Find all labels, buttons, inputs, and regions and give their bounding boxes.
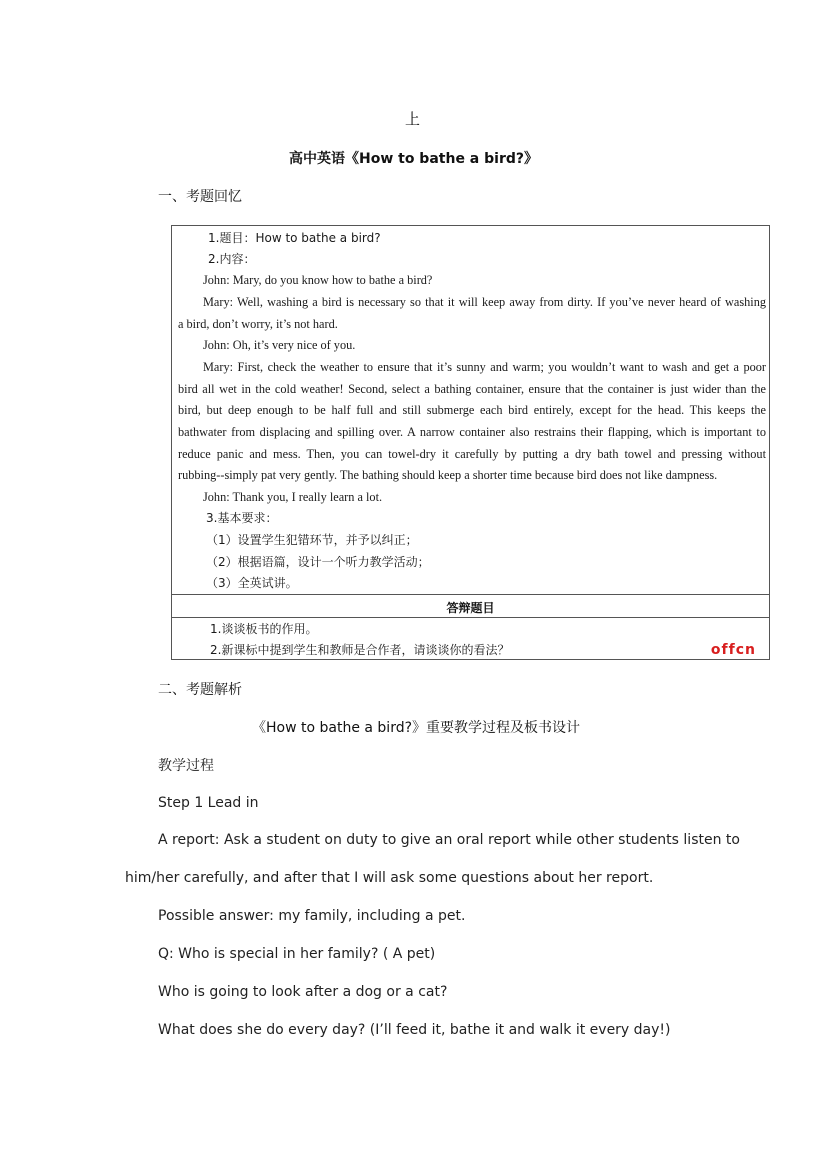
body-paragraph-line: What does she do every day? (I’ll feed it, bathe it and walk it every day!) <box>158 1022 671 1038</box>
dialogue-line: a bird, don’t worry, it’s not hard. <box>178 317 338 331</box>
dialogue-line: reduce panic and mess. Then, you can towel-dry it carefully by putting a dry bath towel and pressing without <box>178 447 766 461</box>
body-paragraph-line: A report: Ask a student on duty to give an oral report while other students listen to <box>158 832 740 848</box>
dialogue-line: John: Oh, it’s very nice of you. <box>203 338 356 352</box>
body-paragraph-line: him/her carefully, and after that I will ask some questions about her report. <box>125 870 654 886</box>
dialogue-line: bathwater from displacing and spilling over. A narrow container also restrains their flapping, which is important to <box>178 425 766 439</box>
requirement-item: （3）全英试讲。 <box>206 576 298 590</box>
topic-line: 1.题目：How to bathe a bird? <box>208 231 381 245</box>
page-header-mark: 上 <box>405 110 421 128</box>
step-title: Step 1 Lead in <box>158 795 259 811</box>
content-label: 2.内容： <box>208 252 256 266</box>
requirements-label: 3.基本要求： <box>206 511 278 525</box>
requirement-item: （1）设置学生犯错环节，并予以纠正； <box>206 533 418 547</box>
process-title: 教学过程 <box>158 758 214 774</box>
section-title-analysis: 二、考题解析 <box>158 682 242 698</box>
question-card <box>171 225 770 660</box>
table-divider <box>172 594 769 595</box>
document-title: 高中英语《How to bathe a bird?》 <box>288 151 538 167</box>
dialogue-line: bird all wet in the cold weather! Second, select a bathing container, ensure that the container is just wider than the <box>178 382 766 396</box>
answer-questions-header: 答辩题目 <box>446 601 495 615</box>
section-title-exam-recall: 一、考题回忆 <box>158 189 242 205</box>
body-paragraph-line: Who is going to look after a dog or a cat? <box>158 984 448 1000</box>
dialogue-line: Mary: Well, washing a bird is necessary so that it will keep away from dirty. If you’ve never heard of washing <box>203 295 766 309</box>
body-paragraph-line: Q: Who is special in her family? ( A pet) <box>158 946 436 962</box>
dialogue-line: John: Mary, do you know how to bathe a bird? <box>203 273 433 287</box>
dialogue-line: rubbing--simply pat very gently. The bathing should keep a shorter time because bird does not like dampness. <box>178 468 718 482</box>
requirement-item: （2）根据语篇，设计一个听力教学活动； <box>206 555 430 569</box>
table-divider <box>172 617 769 618</box>
dialogue-line: bird, but deep enough to be half full and still submerge each bird entirely, except for the head. This keeps the <box>178 403 766 417</box>
analysis-subtitle: 《How to bathe a bird?》重要教学过程及板书设计 <box>252 720 581 736</box>
body-paragraph-line: Possible answer: my family, including a pet. <box>158 908 466 924</box>
dialogue-line: John: Thank you, I really learn a lot. <box>203 490 383 504</box>
dialogue-line: Mary: First, check the weather to ensure that it’s sunny and warm; you wouldn’t want to wash and get a poor <box>203 360 766 374</box>
answer-question: 1.谈谈板书的作用。 <box>210 622 318 636</box>
offcn-logo: offcn <box>710 642 756 658</box>
answer-question: 2.新课标中提到学生和教师是合作者，请谈谈你的看法？ <box>210 643 510 657</box>
